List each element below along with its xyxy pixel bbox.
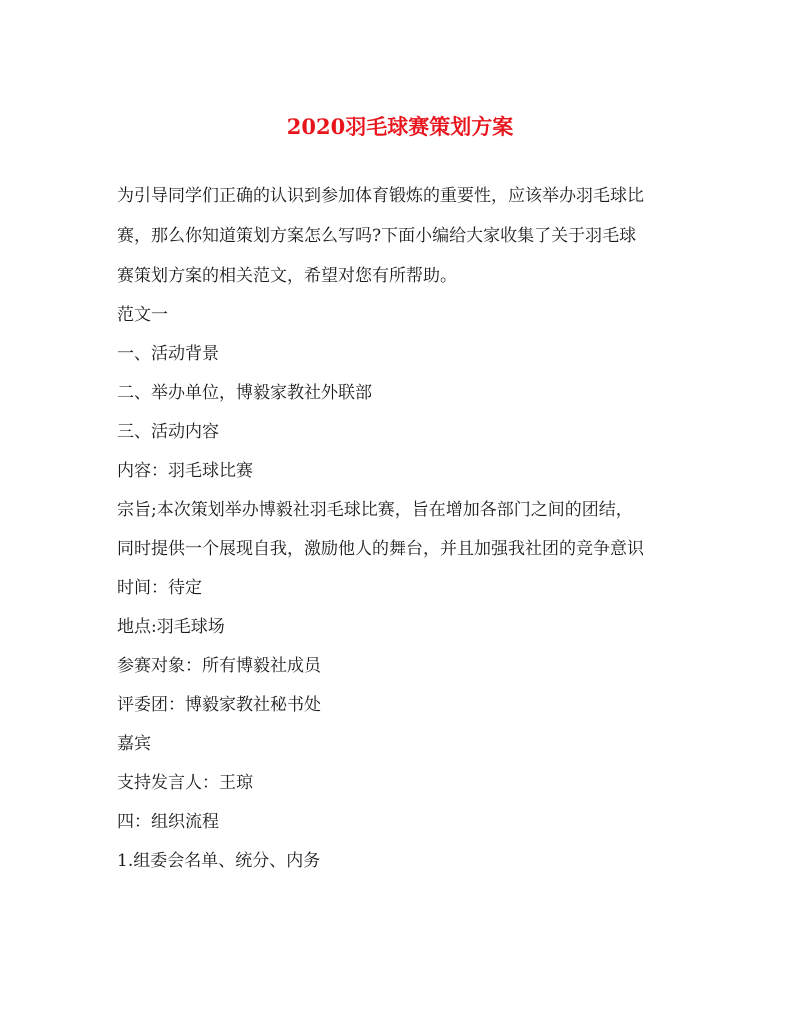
section-heading-sample: 范文一 (117, 305, 168, 325)
intro-line: 为引导同学们正确的认识到参加体育锻炼的重要性，应该举办羽毛球比 (117, 186, 644, 206)
section-heading-content: 三、活动内容 (117, 422, 219, 442)
document-title: 2020羽毛球赛策划方案 (286, 114, 514, 139)
location-line: 地点:羽毛球场 (117, 617, 225, 637)
guests-line: 嘉宾 (117, 734, 151, 754)
speaker-line: 支持发言人：王琼 (117, 773, 253, 793)
content-line: 内容：羽毛球比赛 (117, 461, 253, 481)
intro-line: 赛，那么你知道策划方案怎么写吗?下面小编给大家收集了关于羽毛球 (117, 226, 637, 246)
section-heading-organizer: 二、举办单位，博毅家教社外联部 (117, 383, 372, 403)
participants-line: 参赛对象：所有博毅社成员 (117, 656, 321, 676)
purpose-line-continued: 同时提供一个展现自我，激励他人的舞台，并且加强我社团的竞争意识 (117, 539, 644, 559)
section-heading-background: 一、活动背景 (117, 344, 219, 364)
document-body (117, 176, 687, 881)
section-heading-process: 四：组织流程 (117, 812, 219, 832)
purpose-line: 宗旨;本次策划举办博毅社羽毛球比赛，旨在增加各部门之间的团结， (117, 500, 633, 520)
judges-line: 评委团：博毅家教社秘书处 (117, 695, 321, 715)
intro-line: 赛策划方案的相关范文，希望对您有所帮助。 (117, 266, 457, 286)
process-item: 1.组委会名单、统分、内务 (117, 851, 321, 871)
time-line: 时间：待定 (117, 578, 202, 598)
